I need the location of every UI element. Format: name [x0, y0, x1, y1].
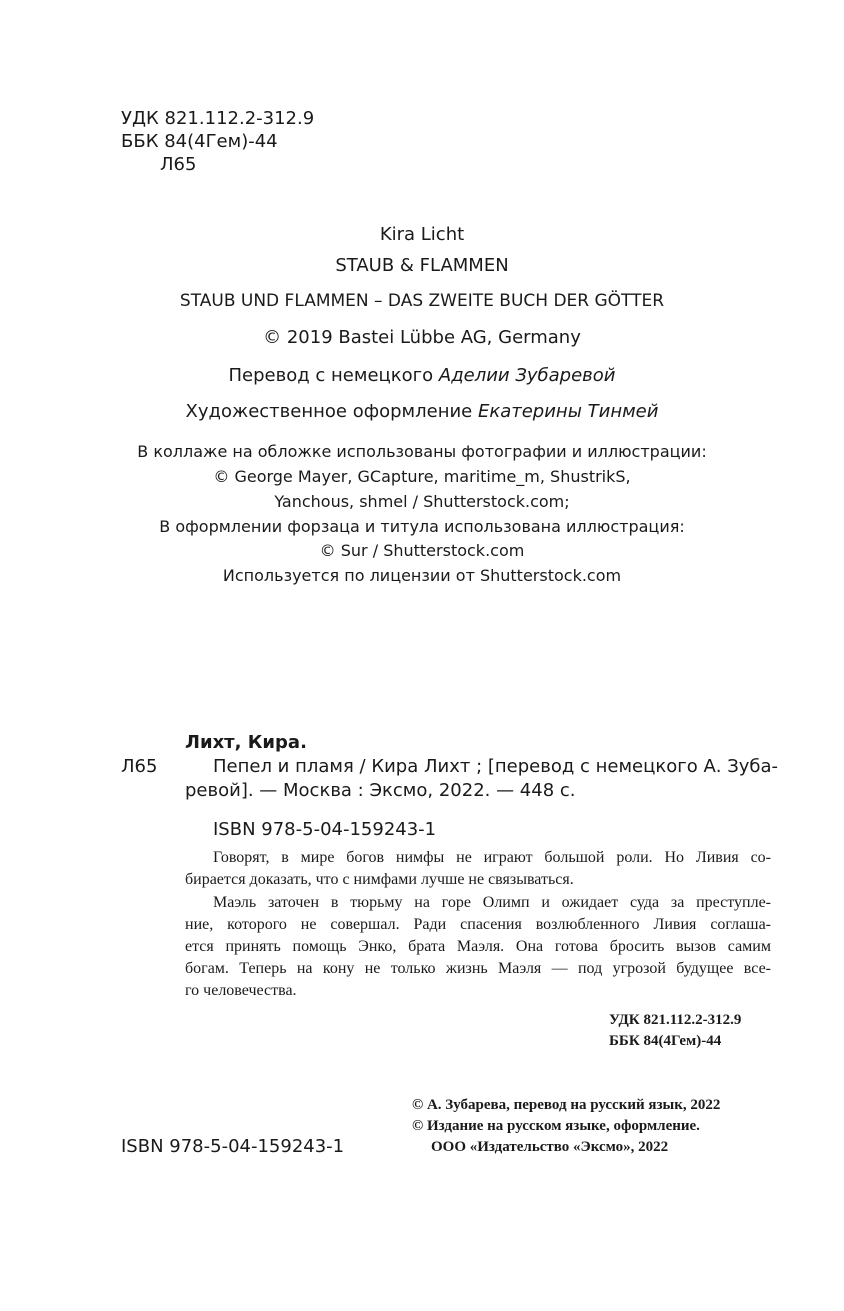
original-title: STAUB & FLAMMEN: [335, 255, 509, 276]
original-subtitle: STAUB UND FLAMMEN – DAS ZWEITE BUCH DER GÖTTER: [179, 291, 665, 311]
original-copyright: © 2019 Bastei Lübbe AG, Germany: [263, 327, 581, 348]
annotation-line-1: Говорят, в мире богов нимфы не играют большой роли. Но Ливия со-: [213, 849, 771, 866]
publisher-copyright: ООО «Издательство «Эксмо», 2022: [431, 1139, 669, 1155]
original-author: Kira Licht: [379, 224, 465, 245]
collage-line-4: В оформлении форзаца и титула использована иллюстрация:: [159, 517, 685, 536]
author-mark: Л65: [160, 154, 197, 175]
collage-line-3: Yanchous, shmel / Shutterstock.com;: [274, 492, 570, 511]
annotation-line-4: ние, которого не совершал. Ради спасения возлюбленного Ливия соглаша-: [185, 916, 771, 933]
catalog-entry-line-1: Пепел и пламя / Кира Лихт ; [перевод с немецкого А. Зуба-: [213, 756, 779, 777]
design-label: Художественное оформление: [185, 401, 473, 422]
annotation-line-2: бирается доказать, что с нимфами лучше не связываться.: [185, 871, 574, 888]
collage-line-2: © George Mayer, GCapture, maritime_m, ShustrikS,: [213, 467, 631, 486]
translation-credit: [0, 365, 844, 387]
footer-udk: УДК 821.112.2-312.9: [609, 1012, 742, 1028]
collage-line-6: Используется по лицензии от Shutterstock.com: [222, 566, 622, 585]
annotation-line-5: ется принять помощь Энко, брата Маэля. Она готова бросить вызов самим: [185, 938, 771, 955]
udk-code: УДК 821.112.2-312.9: [121, 108, 315, 129]
copyright-edition: © Издание на русском языке, оформление.: [412, 1118, 700, 1134]
catalog-isbn: ISBN 978-5-04-159243-1: [213, 819, 437, 840]
designer-name: Екатерины Тинмей: [477, 401, 659, 422]
catalog-author-heading: Лихт, Кира.: [185, 732, 307, 753]
annotation-line-3: Маэль заточен в тюрьму на горе Олимп и ожидает суда за преступле-: [213, 894, 771, 911]
annotation-line-7: го человечества.: [185, 982, 297, 999]
collage-line-5: © Sur / Shutterstock.com: [319, 541, 525, 560]
catalog-entry-line-2: ревой]. — Москва : Эксмо, 2022. — 448 с.: [185, 780, 576, 801]
footer-bbk: ББК 84(4Гем)-44: [609, 1033, 722, 1049]
collage-line-1: В коллаже на обложке использованы фотографии и иллюстрации:: [137, 442, 707, 461]
translator-name: Аделии Зубаревой: [438, 365, 616, 386]
copyright-translation: © А. Зубарева, перевод на русский язык, 2022: [412, 1097, 721, 1113]
footer-isbn: ISBN 978-5-04-159243-1: [121, 1136, 345, 1157]
design-credit: [0, 401, 844, 423]
annotation-line-6: богам. Теперь на кону не только жизнь Маэля — под угрозой будущее все-: [185, 960, 771, 977]
translation-label: Перевод с немецкого: [228, 365, 434, 386]
catalog-code: Л65: [121, 756, 158, 777]
bbk-code: ББК 84(4Гем)-44: [121, 131, 278, 152]
